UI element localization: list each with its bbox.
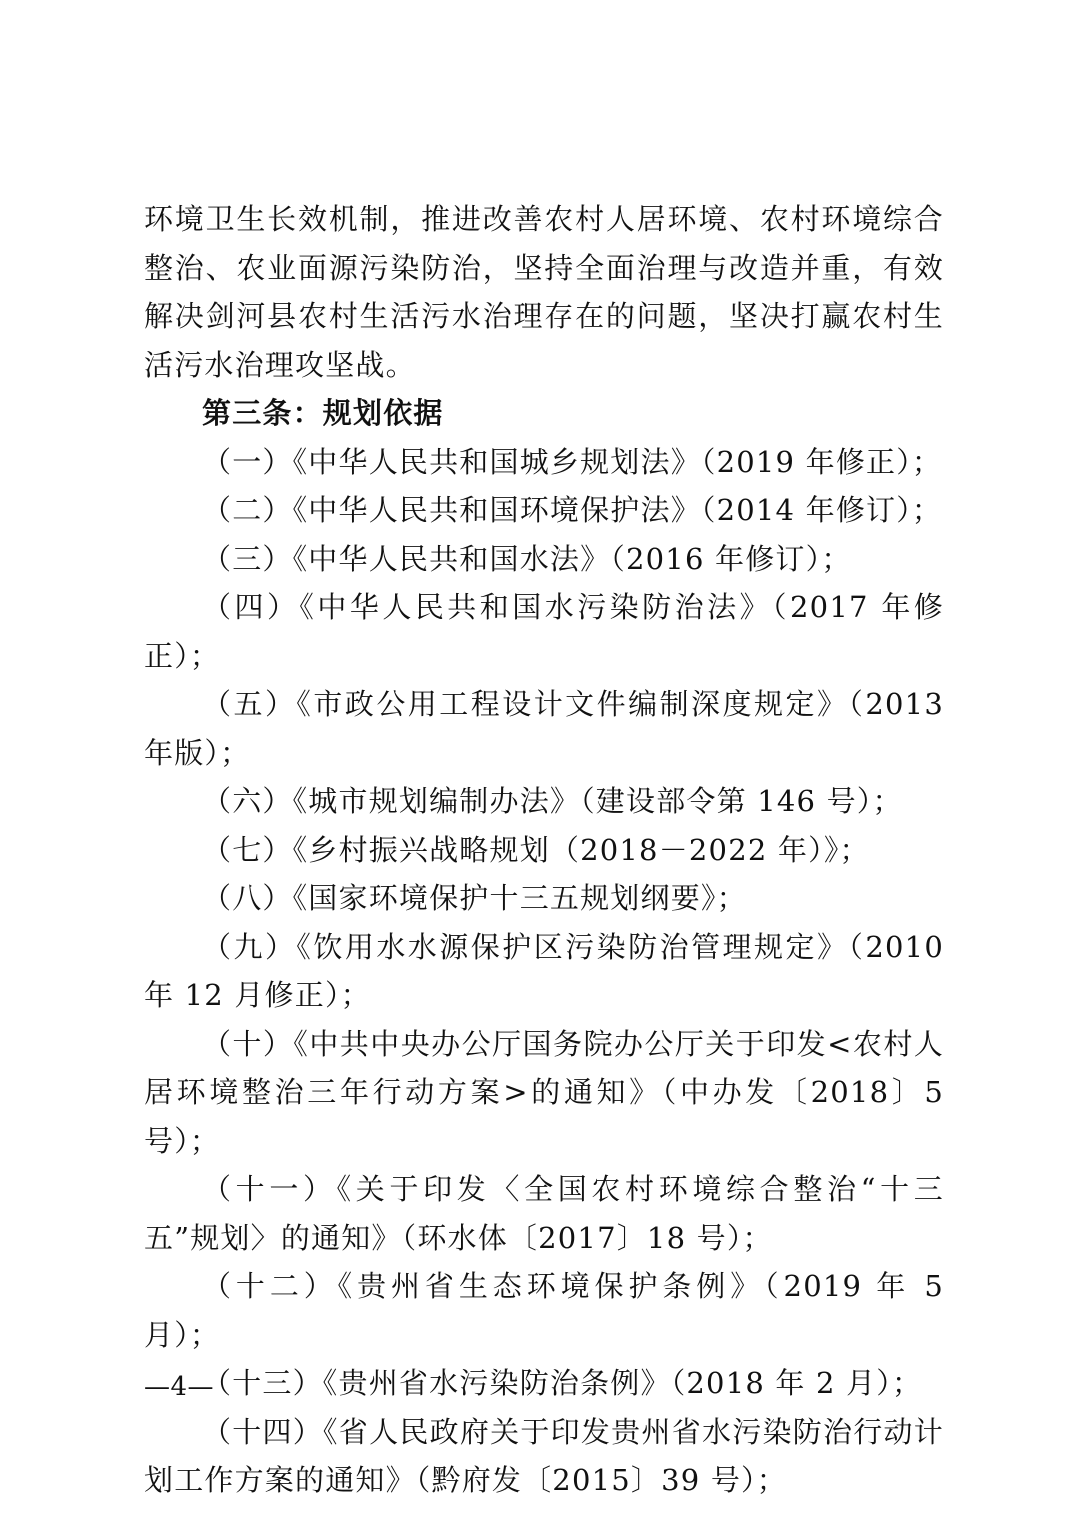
reference-item-5: （五）《市政公用工程设计文件编制深度规定》（2013 年版）； <box>144 687 944 770</box>
reference-item-3: （三）《中华人民共和国水法》（2016 年修订）； <box>202 541 852 576</box>
reference-item-8: （八）《国家环境保护十三五规划纲要》； <box>202 881 747 915</box>
reference-item-13: （十三）《贵州省水污染防治条例》（2018 年 2 月）； <box>202 1366 923 1400</box>
reference-item-10: （十）《中共中央办公厅国务院办公厅关于印发<农村人居环境整治三年行动方案>的通知》（中办发〔2018〕5 号）； <box>144 1026 945 1158</box>
reference-item-2: （二）《中华人民共和国环境保护法》（2014 年修订）； <box>202 493 943 527</box>
paragraph-continuation: 环境卫生长效机制，推进改善农村人居环境、农村环境综合整治、农业面源污染防治，坚持全面治理与改造并重，有效解决剑河县农村生活污水治理存在的问题，坚决打赢农村生活污水治理攻坚战。 <box>144 202 944 382</box>
reference-item-4: （四）《中华人民共和国水污染防治法》（2017 年修正）； <box>144 590 944 673</box>
reference-item-7: （七）《乡村振兴战略规划（2018－2022 年）》； <box>202 832 870 867</box>
reference-item-11: （十一）《关于印发〈全国农村环境综合整治“十三五”规划〉的通知》（环水体〔2017〕18 号）； <box>144 1172 944 1255</box>
page-number: —4— <box>144 1372 215 1402</box>
reference-item-1: （一）《中华人民共和国城乡规划法》（2019 年修正）； <box>202 444 943 479</box>
section-heading: 第三条：规划依据 <box>202 396 444 430</box>
reference-item-9: （九）《饮用水水源保护区污染防治管理规定》（2010 年 12 月修正）； <box>144 929 944 1012</box>
reference-item-12: （十二）《贵州省生态环境保护条例》（2019 年 5 月）； <box>144 1269 944 1352</box>
reference-item-14: （十四）《省人民政府关于印发贵州省水污染防治行动计划工作方案的通知》（黔府发〔2015〕39 号）； <box>144 1414 944 1497</box>
document-body <box>144 195 944 1505</box>
reference-item-6: （六）《城市规划编制办法》（建设部令第 146 号）； <box>202 784 903 818</box>
